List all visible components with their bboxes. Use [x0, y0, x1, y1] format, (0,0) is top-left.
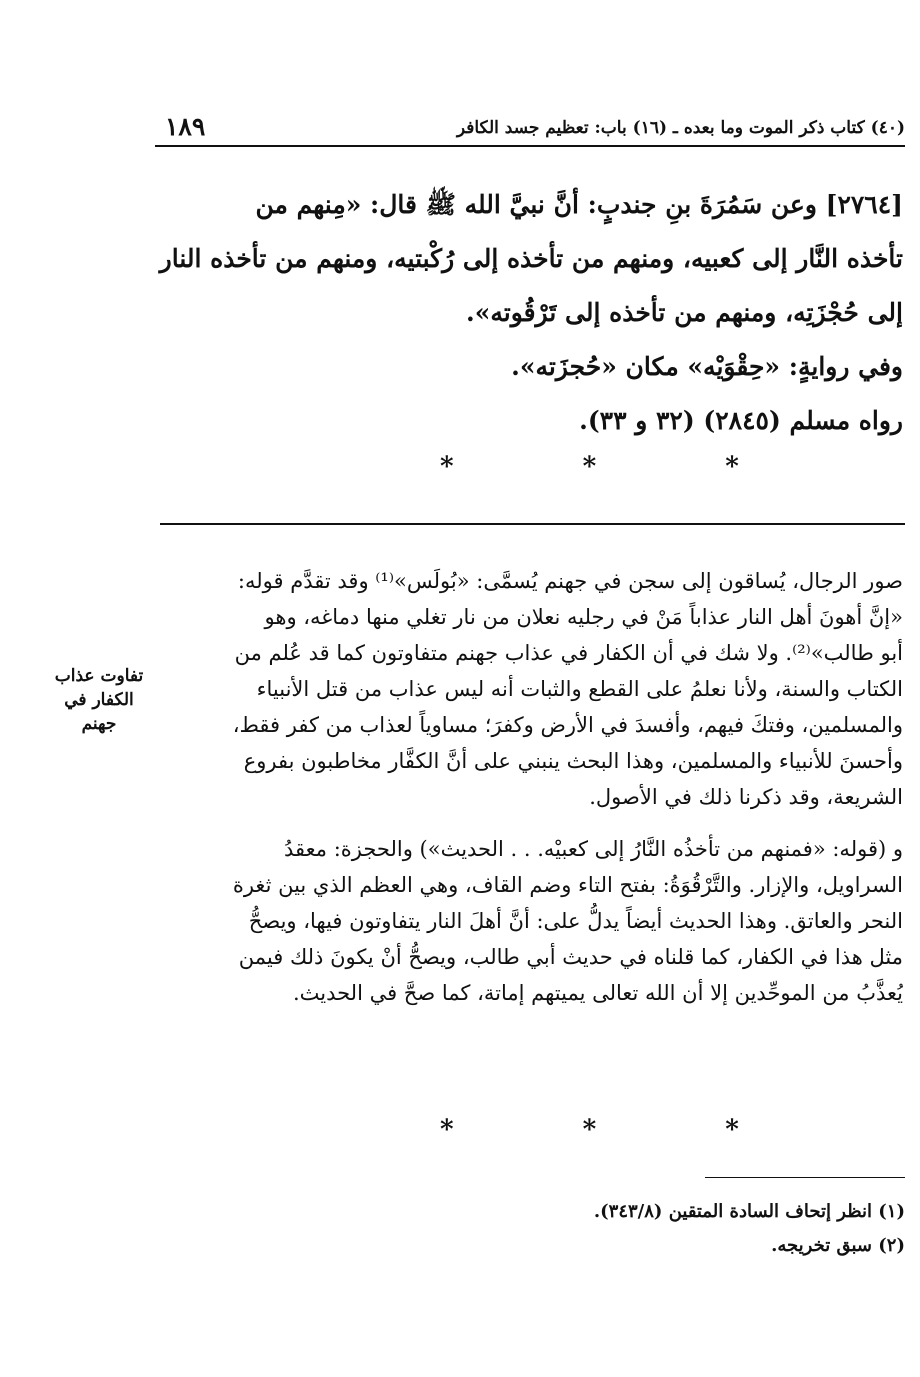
- text-commentary-divider: [160, 523, 905, 525]
- hadith-line: تأخذه النَّار إلى كعبيه، ومنهم من تأخذه إلى رُكْبتيه، ومنهم من تأخذه النار: [159, 244, 903, 273]
- hadith-narration-variant: وفي روايةٍ: «حِقْوَيْه» مكان «حُجزَته».: [511, 352, 903, 381]
- footnote-rule: [705, 1177, 905, 1178]
- margin-note-line: تفاوت عذاب: [54, 666, 144, 686]
- hadith-text: [158, 178, 903, 448]
- hadith-source: رواه مسلم (٢٨٤٥) (٣٢ و ٣٣).: [579, 406, 903, 435]
- header-rule: [155, 145, 905, 147]
- margin-note-line: جهنم: [81, 714, 117, 734]
- commentary-line: مثل هذا في الكفار، كما قلناه في حديث أبي طالب، ويصحُّ أنْ يكونَ ذلك فيمن: [238, 945, 903, 969]
- paragraph-spacer: [158, 815, 903, 831]
- commentary-paragraph: [158, 563, 903, 815]
- header-title: (٤٠) كتاب ذكر الموت وما بعده ـ (١٦) باب: تعظيم جسد الكافر: [456, 118, 905, 138]
- commentary-line: والمسلمين، وفتكَ فيهم، وأفسدَ في الأرض وكفرَ؛ مساوياً لعذاب من كفر فقط،: [232, 713, 903, 737]
- footnote-1: (١) انظر إتحاف السادة المتقين (٣٤٣/٨).: [593, 1201, 905, 1222]
- margin-note: [40, 664, 158, 736]
- commentary-text: [158, 563, 903, 1011]
- running-header: [155, 112, 905, 142]
- commentary-line: النحر والعاتق. وهذا الحديث أيضاً يدلُّ على: أنَّ أهلَ النار يتفاوتون فيها، ويصحُّ: [248, 909, 903, 933]
- page-number: ١٨٩: [165, 112, 206, 141]
- commentary-line: أبو طالب»⁽²⁾. ولا شك في أن الكفار في عذاب جهنم متفاوتون كما قد عُلم من: [234, 641, 903, 665]
- commentary-line: و (قوله: «فمنهم من تأخذُه النَّارُ إلى كعبيْه. . . الحديث») والحجزة: معقدُ: [284, 837, 903, 861]
- commentary-line: «إنَّ أهونَ أهل النار عذاباً مَنْ في رجليه نعلان من نار تغلي منها دماغه، وهو: [264, 605, 903, 629]
- section-separator-stars: * * *: [440, 1115, 799, 1145]
- commentary-line: السراويل، والإزار. والتَّرْقُوَةُ: بفتح التاء وضم القاف، وهي العظم الذي بين ثغرة: [232, 873, 903, 897]
- margin-note-line: الكفار في: [64, 690, 134, 710]
- commentary-line: الكتاب والسنة، ولأنا نعلمُ على القطع والثبات أنه ليس عذاب من قتل الأنبياء: [256, 677, 903, 701]
- commentary-line: صور الرجال، يُساقون إلى سجن في جهنم يُسمَّى: «بُولَس»⁽¹⁾ وقد تقدَّم قوله:: [237, 569, 903, 593]
- commentary-paragraph: [158, 831, 903, 1011]
- commentary-line: يُعذَّبُ من الموحِّدين إلا أن الله تعالى يميتهم إماتة، كما صحَّ في الحديث.: [292, 981, 903, 1005]
- section-separator-stars: * * *: [440, 452, 799, 482]
- commentary-line: وأحسنَ للأنبياء والمسلمين، وهذا البحث ينبني على أنَّ الكفَّار مخاطبون بفروع: [243, 749, 903, 773]
- hadith-line: إلى حُجْزَتِه، ومنهم من تأخذه إلى تَرْقُوته».: [466, 298, 903, 327]
- hadith-line: [٢٧٦٤] وعن سَمُرَةَ بنِ جندبٍ: أنَّ نبيَّ الله ﷺ قال: «مِنهم من: [255, 190, 903, 219]
- footnotes: [400, 1195, 905, 1263]
- commentary-line: الشريعة، وقد ذكرنا ذلك في الأصول.: [589, 785, 903, 809]
- footnote-2: (٢) سبق تخريجه.: [771, 1235, 905, 1256]
